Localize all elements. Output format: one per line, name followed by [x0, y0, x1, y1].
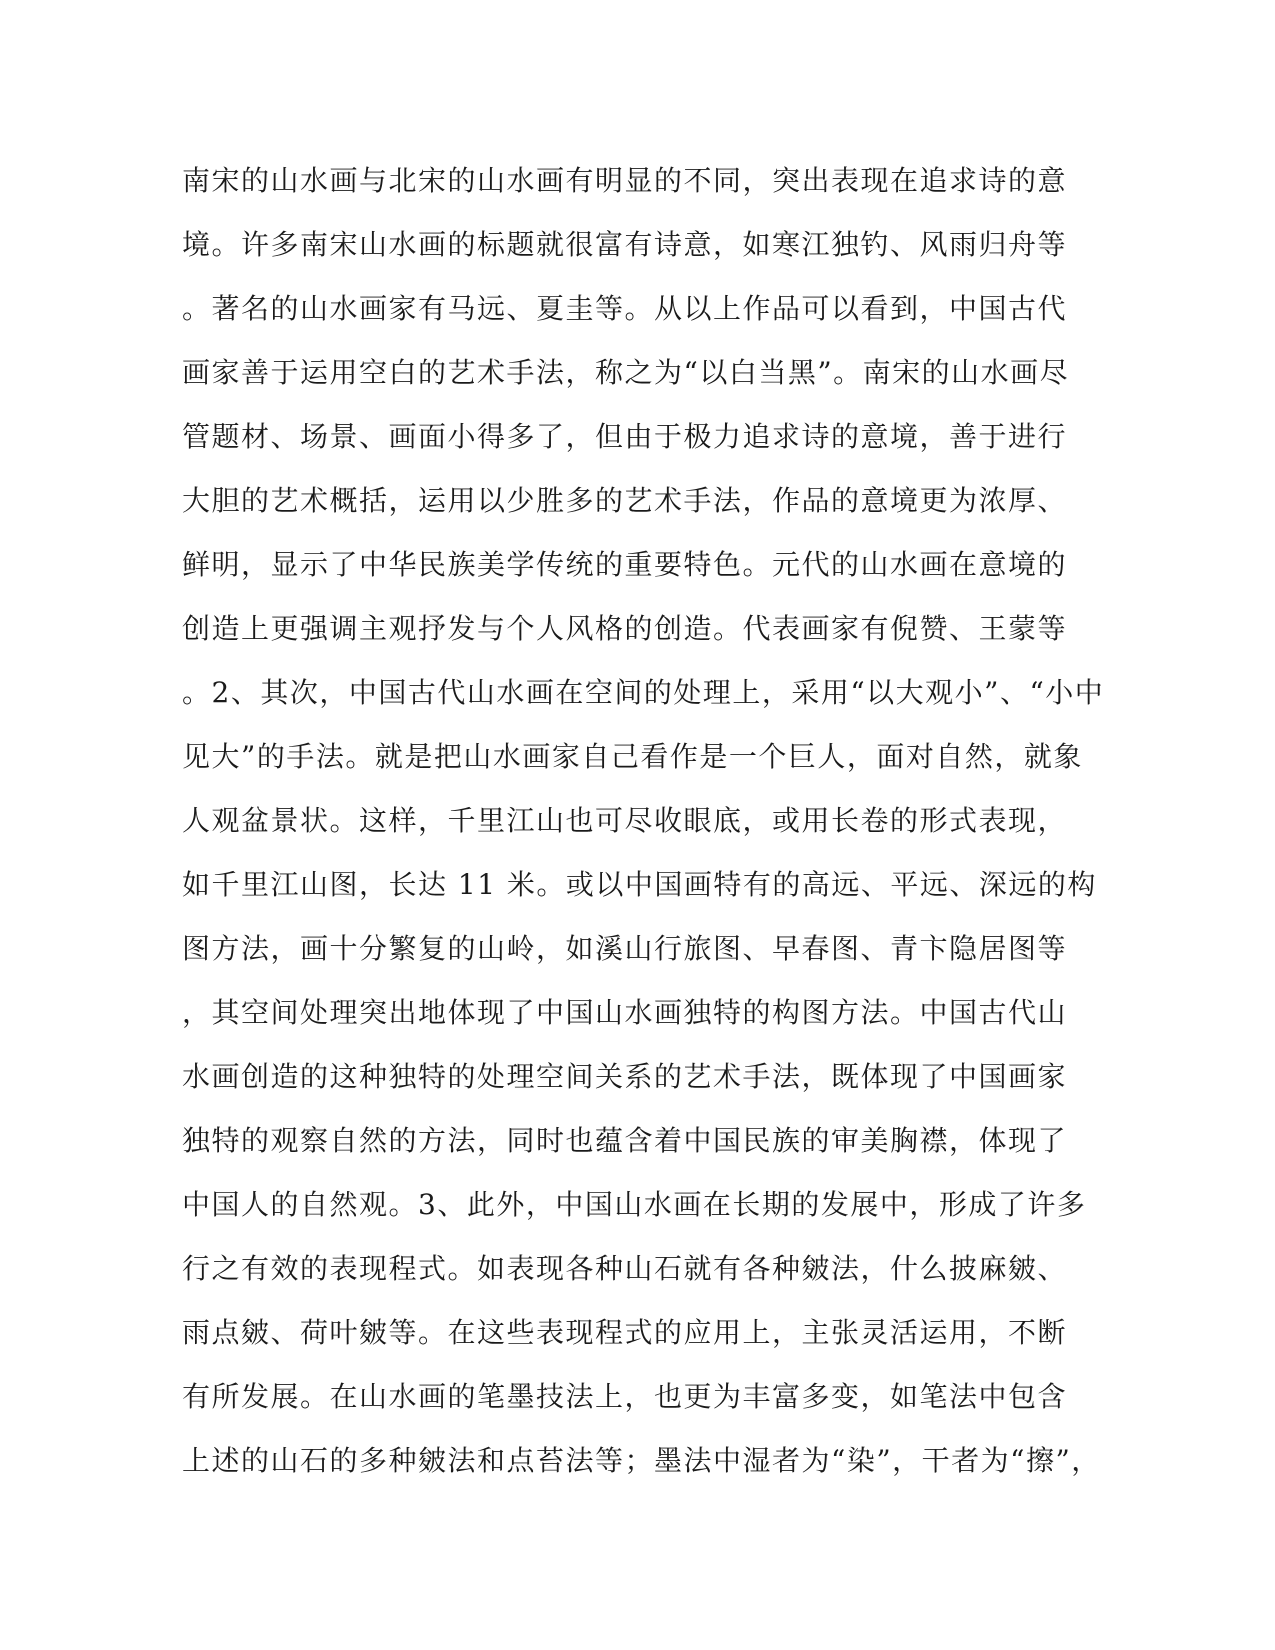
text-line: 行之有效的表现程式。如表现各种山石就有各种皴法，什么披麻皴、: [182, 1252, 1068, 1285]
text-line: 人观盆景状。这样，千里江山也可尽收眼底，或用长卷的形式表现，: [182, 804, 1068, 837]
text-line: 画家善于运用空白的艺术手法，称之为“以白当黑”。南宋的山水画尽: [182, 356, 1070, 389]
text-line: 独特的观察自然的方法，同时也蕴含着中国民族的审美胸襟，体现了: [182, 1124, 1068, 1157]
text-line: 中国人的自然观。3、此外，中国山水画在长期的发展中，形成了许多: [182, 1188, 1087, 1221]
text-line: 管题材、场景、画面小得多了，但由于极力追求诗的意境，善于进行: [182, 420, 1068, 453]
text-line: 南宋的山水画与北宋的山水画有明显的不同，突出表现在追求诗的意: [182, 164, 1068, 197]
text-line: 见大”的手法。就是把山水画家自己看作是一个巨人，面对自然，就象: [182, 740, 1083, 773]
text-line: 。著名的山水画家有马远、夏圭等。从以上作品可以看到，中国古代: [182, 292, 1068, 325]
text-line: 雨点皴、荷叶皴等。在这些表现程式的应用上，主张灵活运用，不断: [182, 1316, 1068, 1349]
body-text: [182, 158, 1105, 1502]
text-line: ，其空间处理突出地体现了中国山水画独特的构图方法。中国古代山: [182, 996, 1068, 1029]
text-line: 图方法，画十分繁复的山岭，如溪山行旅图、早春图、青卞隐居图等: [182, 932, 1068, 965]
text-line: 水画创造的这种独特的处理空间关系的艺术手法，既体现了中国画家: [182, 1060, 1068, 1093]
text-line: 上述的山石的多种皴法和点苔法等；墨法中湿者为“染”，干者为“擦”，: [182, 1444, 1101, 1477]
text-line: 有所发展。在山水画的笔墨技法上，也更为丰富多变，如笔法中包含: [182, 1380, 1068, 1413]
text-line: 创造上更强调主观抒发与个人风格的创造。代表画家有倪赞、王蒙等: [182, 612, 1068, 645]
text-line: 鲜明，显示了中华民族美学传统的重要特色。元代的山水画在意境的: [182, 548, 1068, 581]
text-line: 。2、其次，中国古代山水画在空间的处理上，采用“以大观小”、“小中: [182, 676, 1105, 709]
text-line: 如千里江山图，长达 11 米。或以中国画特有的高远、平远、深远的构: [182, 868, 1097, 901]
text-line: 境。许多南宋山水画的标题就很富有诗意，如寒江独钓、风雨归舟等: [182, 228, 1068, 261]
text-line: 大胆的艺术概括，运用以少胜多的艺术手法，作品的意境更为浓厚、: [182, 484, 1068, 517]
